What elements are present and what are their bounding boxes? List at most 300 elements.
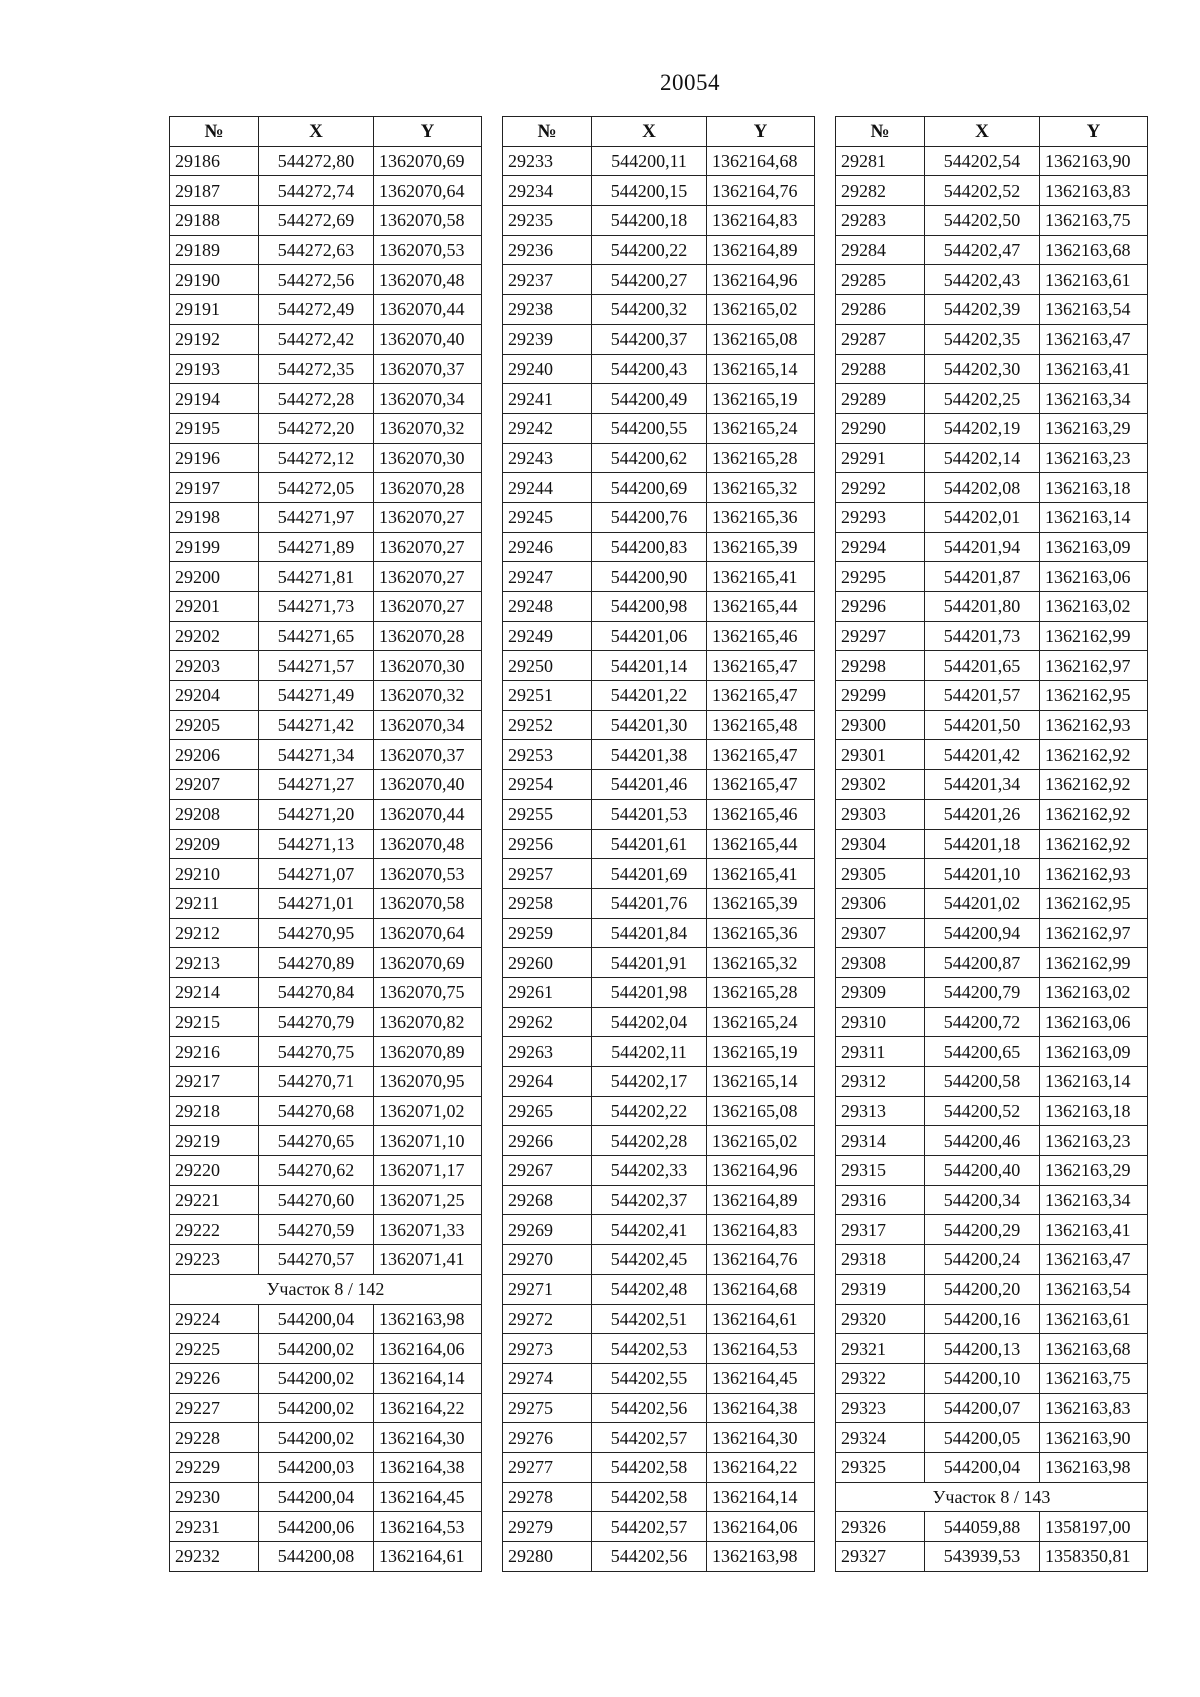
table-row <box>503 473 815 503</box>
y-coordinate-cell: 1362070,32 <box>374 413 482 443</box>
y-coordinate-cell: 1362163,98 <box>707 1542 815 1572</box>
point-number-cell: 29260 <box>503 948 592 978</box>
y-coordinate-cell: 1362070,28 <box>374 473 482 503</box>
coordinate-table-2 <box>502 116 815 1572</box>
y-coordinate-cell: 1362163,23 <box>1040 1126 1148 1156</box>
point-number-cell: 29213 <box>170 948 259 978</box>
table-row <box>503 770 815 800</box>
point-number-cell: 29316 <box>836 1185 925 1215</box>
point-number-cell: 29203 <box>170 651 259 681</box>
y-coordinate-cell: 1362162,92 <box>1040 770 1148 800</box>
y-coordinate-cell: 1362163,34 <box>1040 1185 1148 1215</box>
x-coordinate-cell: 544270,57 <box>259 1245 374 1275</box>
y-coordinate-cell: 1362165,36 <box>707 502 815 532</box>
x-coordinate-cell: 544200,98 <box>592 592 707 622</box>
table-row <box>503 888 815 918</box>
table-row <box>170 1037 482 1067</box>
point-number-cell: 29318 <box>836 1245 925 1275</box>
x-coordinate-cell: 544270,75 <box>259 1037 374 1067</box>
table-row <box>170 829 482 859</box>
x-coordinate-cell: 544202,58 <box>592 1452 707 1482</box>
table-row <box>836 1215 1148 1245</box>
point-number-cell: 29270 <box>503 1245 592 1275</box>
point-number-cell: 29280 <box>503 1542 592 1572</box>
y-coordinate-cell: 1362163,61 <box>1040 1304 1148 1334</box>
x-coordinate-cell: 544270,71 <box>259 1067 374 1097</box>
table-row <box>170 1423 482 1453</box>
point-number-cell: 29234 <box>503 176 592 206</box>
point-number-cell: 29304 <box>836 829 925 859</box>
table-row <box>836 651 1148 681</box>
point-number-cell: 29272 <box>503 1304 592 1334</box>
table-row <box>503 265 815 295</box>
x-coordinate-cell: 544200,27 <box>592 265 707 295</box>
point-number-cell: 29218 <box>170 1096 259 1126</box>
point-number-cell: 29229 <box>170 1452 259 1482</box>
x-coordinate-cell: 544202,30 <box>925 354 1040 384</box>
y-coordinate-cell: 1358350,81 <box>1040 1542 1148 1572</box>
x-coordinate-cell: 544202,41 <box>592 1215 707 1245</box>
y-coordinate-cell: 1362071,17 <box>374 1156 482 1186</box>
x-coordinate-cell: 544271,07 <box>259 859 374 889</box>
x-coordinate-cell: 544270,95 <box>259 918 374 948</box>
y-coordinate-cell: 1362070,30 <box>374 651 482 681</box>
table-row <box>503 1482 815 1512</box>
y-coordinate-cell: 1362163,02 <box>1040 977 1148 1007</box>
table-row <box>503 918 815 948</box>
y-coordinate-cell: 1362163,29 <box>1040 413 1148 443</box>
x-coordinate-cell: 543939,53 <box>925 1542 1040 1572</box>
table-row <box>170 977 482 1007</box>
point-number-cell: 29303 <box>836 799 925 829</box>
point-number-cell: 29193 <box>170 354 259 384</box>
y-coordinate-cell: 1362165,02 <box>707 1126 815 1156</box>
point-number-cell: 29246 <box>503 532 592 562</box>
table-row <box>503 799 815 829</box>
x-coordinate-cell: 544201,65 <box>925 651 1040 681</box>
table-row <box>503 681 815 711</box>
x-coordinate-cell: 544201,57 <box>925 681 1040 711</box>
table-row <box>503 1007 815 1037</box>
y-coordinate-cell: 1362162,97 <box>1040 651 1148 681</box>
point-number-cell: 29194 <box>170 384 259 414</box>
point-number-cell: 29277 <box>503 1452 592 1482</box>
x-coordinate-cell: 544271,42 <box>259 710 374 740</box>
x-coordinate-cell: 544200,43 <box>592 354 707 384</box>
x-coordinate-cell: 544200,04 <box>259 1304 374 1334</box>
point-number-cell: 29275 <box>503 1393 592 1423</box>
y-coordinate-cell: 1362165,28 <box>707 977 815 1007</box>
y-coordinate-cell: 1362162,92 <box>1040 740 1148 770</box>
point-number-cell: 29241 <box>503 384 592 414</box>
point-number-cell: 29220 <box>170 1156 259 1186</box>
point-number-cell: 29284 <box>836 235 925 265</box>
table-header-row <box>503 117 815 147</box>
y-coordinate-cell: 1362070,53 <box>374 859 482 889</box>
x-coordinate-cell: 544201,22 <box>592 681 707 711</box>
point-number-cell: 29232 <box>170 1542 259 1572</box>
y-coordinate-cell: 1362164,89 <box>707 1185 815 1215</box>
table-row <box>170 562 482 592</box>
x-coordinate-cell: 544200,08 <box>259 1542 374 1572</box>
y-coordinate-cell: 1362163,47 <box>1040 324 1148 354</box>
x-coordinate-cell: 544202,08 <box>925 473 1040 503</box>
point-number-cell: 29325 <box>836 1452 925 1482</box>
table-row <box>170 1542 482 1572</box>
y-coordinate-cell: 1362165,28 <box>707 443 815 473</box>
y-coordinate-cell: 1362163,02 <box>1040 592 1148 622</box>
page-number: 20054 <box>660 70 720 95</box>
y-coordinate-cell: 1362070,40 <box>374 324 482 354</box>
table-row <box>836 1334 1148 1364</box>
y-coordinate-cell: 1362164,22 <box>374 1393 482 1423</box>
y-coordinate-cell: 1362070,95 <box>374 1067 482 1097</box>
point-number-cell: 29291 <box>836 443 925 473</box>
table-row <box>503 532 815 562</box>
table-row <box>503 1334 815 1364</box>
point-number-cell: 29216 <box>170 1037 259 1067</box>
table-row <box>170 740 482 770</box>
point-number-cell: 29248 <box>503 592 592 622</box>
point-number-cell: 29239 <box>503 324 592 354</box>
table-row <box>170 146 482 176</box>
table-row <box>836 1156 1148 1186</box>
y-coordinate-cell: 1362071,10 <box>374 1126 482 1156</box>
point-number-cell: 29190 <box>170 265 259 295</box>
point-number-cell: 29215 <box>170 1007 259 1037</box>
y-coordinate-cell: 1362164,06 <box>374 1334 482 1364</box>
x-coordinate-cell: 544201,30 <box>592 710 707 740</box>
x-coordinate-cell: 544201,18 <box>925 829 1040 859</box>
x-coordinate-cell: 544271,57 <box>259 651 374 681</box>
table-row <box>836 799 1148 829</box>
table-row <box>170 1363 482 1393</box>
x-coordinate-cell: 544200,52 <box>925 1096 1040 1126</box>
table-row <box>170 1393 482 1423</box>
y-coordinate-cell: 1362070,69 <box>374 948 482 978</box>
x-coordinate-cell: 544202,50 <box>925 206 1040 236</box>
table-row <box>503 1452 815 1482</box>
table-row <box>170 1215 482 1245</box>
x-coordinate-cell: 544200,87 <box>925 948 1040 978</box>
point-number-cell: 29302 <box>836 770 925 800</box>
section-row <box>836 1482 1148 1512</box>
y-coordinate-cell: 1362163,75 <box>1040 206 1148 236</box>
y-coordinate-cell: 1362165,24 <box>707 413 815 443</box>
table-row <box>503 443 815 473</box>
point-number-cell: 29309 <box>836 977 925 1007</box>
table-row <box>503 354 815 384</box>
table-row <box>836 176 1148 206</box>
x-coordinate-cell: 544201,94 <box>925 532 1040 562</box>
point-number-cell: 29207 <box>170 770 259 800</box>
y-coordinate-cell: 1362164,45 <box>374 1482 482 1512</box>
x-coordinate-cell: 544200,04 <box>925 1452 1040 1482</box>
y-coordinate-cell: 1362163,09 <box>1040 1037 1148 1067</box>
point-number-cell: 29274 <box>503 1363 592 1393</box>
table-row <box>503 651 815 681</box>
x-coordinate-cell: 544202,55 <box>592 1363 707 1393</box>
point-number-cell: 29319 <box>836 1274 925 1304</box>
y-coordinate-cell: 1362162,99 <box>1040 621 1148 651</box>
coordinate-table-3 <box>835 116 1148 1572</box>
x-coordinate-cell: 544200,24 <box>925 1245 1040 1275</box>
table-row <box>836 681 1148 711</box>
table-row <box>170 206 482 236</box>
x-coordinate-cell: 544201,02 <box>925 888 1040 918</box>
point-number-cell: 29198 <box>170 502 259 532</box>
header-x: X <box>592 117 707 147</box>
table-row <box>503 621 815 651</box>
point-number-cell: 29231 <box>170 1512 259 1542</box>
y-coordinate-cell: 1362163,98 <box>374 1304 482 1334</box>
x-coordinate-cell: 544201,84 <box>592 918 707 948</box>
coordinate-table-1 <box>169 116 482 1572</box>
x-coordinate-cell: 544202,14 <box>925 443 1040 473</box>
point-number-cell: 29312 <box>836 1067 925 1097</box>
y-coordinate-cell: 1362071,25 <box>374 1185 482 1215</box>
point-number-cell: 29306 <box>836 888 925 918</box>
y-coordinate-cell: 1362165,41 <box>707 859 815 889</box>
x-coordinate-cell: 544201,98 <box>592 977 707 1007</box>
table-row <box>503 562 815 592</box>
point-number-cell: 29313 <box>836 1096 925 1126</box>
y-coordinate-cell: 1362164,53 <box>374 1512 482 1542</box>
point-number-cell: 29254 <box>503 770 592 800</box>
point-number-cell: 29249 <box>503 621 592 651</box>
y-coordinate-cell: 1362070,30 <box>374 443 482 473</box>
point-number-cell: 29324 <box>836 1423 925 1453</box>
table-row <box>836 740 1148 770</box>
point-number-cell: 29227 <box>170 1393 259 1423</box>
table-row <box>836 859 1148 889</box>
point-number-cell: 29293 <box>836 502 925 532</box>
table-header-row <box>170 117 482 147</box>
point-number-cell: 29221 <box>170 1185 259 1215</box>
point-number-cell: 29202 <box>170 621 259 651</box>
x-coordinate-cell: 544201,38 <box>592 740 707 770</box>
point-number-cell: 29200 <box>170 562 259 592</box>
x-coordinate-cell: 544201,61 <box>592 829 707 859</box>
point-number-cell: 29301 <box>836 740 925 770</box>
y-coordinate-cell: 1362164,38 <box>374 1452 482 1482</box>
x-coordinate-cell: 544270,62 <box>259 1156 374 1186</box>
table-row <box>170 592 482 622</box>
y-coordinate-cell: 1362070,34 <box>374 384 482 414</box>
table-row <box>170 859 482 889</box>
y-coordinate-cell: 1358197,00 <box>1040 1512 1148 1542</box>
y-coordinate-cell: 1362163,75 <box>1040 1363 1148 1393</box>
y-coordinate-cell: 1362162,92 <box>1040 829 1148 859</box>
x-coordinate-cell: 544200,02 <box>259 1363 374 1393</box>
header-number: № <box>503 117 592 147</box>
x-coordinate-cell: 544200,65 <box>925 1037 1040 1067</box>
table-row <box>836 948 1148 978</box>
point-number-cell: 29196 <box>170 443 259 473</box>
x-coordinate-cell: 544200,15 <box>592 176 707 206</box>
table-row <box>836 1512 1148 1542</box>
x-coordinate-cell: 544271,49 <box>259 681 374 711</box>
x-coordinate-cell: 544200,32 <box>592 295 707 325</box>
point-number-cell: 29230 <box>170 1482 259 1512</box>
table-row <box>170 1452 482 1482</box>
x-coordinate-cell: 544201,34 <box>925 770 1040 800</box>
point-number-cell: 29244 <box>503 473 592 503</box>
x-coordinate-cell: 544271,73 <box>259 592 374 622</box>
y-coordinate-cell: 1362163,29 <box>1040 1156 1148 1186</box>
point-number-cell: 29223 <box>170 1245 259 1275</box>
point-number-cell: 29206 <box>170 740 259 770</box>
x-coordinate-cell: 544200,11 <box>592 146 707 176</box>
x-coordinate-cell: 544200,29 <box>925 1215 1040 1245</box>
table-row <box>503 295 815 325</box>
x-coordinate-cell: 544201,69 <box>592 859 707 889</box>
section-row <box>170 1274 482 1304</box>
point-number-cell: 29283 <box>836 206 925 236</box>
table-row <box>503 1393 815 1423</box>
y-coordinate-cell: 1362164,14 <box>374 1363 482 1393</box>
y-coordinate-cell: 1362164,76 <box>707 176 815 206</box>
point-number-cell: 29209 <box>170 829 259 859</box>
table-row <box>170 384 482 414</box>
table-row <box>170 1007 482 1037</box>
y-coordinate-cell: 1362165,08 <box>707 1096 815 1126</box>
y-coordinate-cell: 1362165,08 <box>707 324 815 354</box>
x-coordinate-cell: 544272,80 <box>259 146 374 176</box>
point-number-cell: 29263 <box>503 1037 592 1067</box>
x-coordinate-cell: 544202,17 <box>592 1067 707 1097</box>
point-number-cell: 29245 <box>503 502 592 532</box>
table-row <box>836 918 1148 948</box>
y-coordinate-cell: 1362070,27 <box>374 532 482 562</box>
table-row <box>170 1067 482 1097</box>
y-coordinate-cell: 1362070,58 <box>374 206 482 236</box>
x-coordinate-cell: 544202,25 <box>925 384 1040 414</box>
table-row <box>836 1274 1148 1304</box>
table-row <box>836 532 1148 562</box>
y-coordinate-cell: 1362165,48 <box>707 710 815 740</box>
x-coordinate-cell: 544200,34 <box>925 1185 1040 1215</box>
x-coordinate-cell: 544202,48 <box>592 1274 707 1304</box>
table-row <box>503 324 815 354</box>
x-coordinate-cell: 544272,74 <box>259 176 374 206</box>
point-number-cell: 29187 <box>170 176 259 206</box>
y-coordinate-cell: 1362163,47 <box>1040 1245 1148 1275</box>
y-coordinate-cell: 1362163,98 <box>1040 1452 1148 1482</box>
table-row <box>503 1245 815 1275</box>
x-coordinate-cell: 544201,26 <box>925 799 1040 829</box>
x-coordinate-cell: 544202,39 <box>925 295 1040 325</box>
x-coordinate-cell: 544202,28 <box>592 1126 707 1156</box>
y-coordinate-cell: 1362070,44 <box>374 295 482 325</box>
table-row <box>170 354 482 384</box>
y-coordinate-cell: 1362164,83 <box>707 1215 815 1245</box>
header-x: X <box>259 117 374 147</box>
table-row <box>836 592 1148 622</box>
x-coordinate-cell: 544202,35 <box>925 324 1040 354</box>
table-row <box>836 1007 1148 1037</box>
y-coordinate-cell: 1362162,93 <box>1040 710 1148 740</box>
table-row <box>170 918 482 948</box>
x-coordinate-cell: 544272,63 <box>259 235 374 265</box>
point-number-cell: 29192 <box>170 324 259 354</box>
y-coordinate-cell: 1362164,61 <box>374 1542 482 1572</box>
point-number-cell: 29259 <box>503 918 592 948</box>
y-coordinate-cell: 1362164,53 <box>707 1334 815 1364</box>
table-row <box>836 473 1148 503</box>
y-coordinate-cell: 1362070,75 <box>374 977 482 1007</box>
y-coordinate-cell: 1362163,41 <box>1040 354 1148 384</box>
x-coordinate-cell: 544200,13 <box>925 1334 1040 1364</box>
point-number-cell: 29250 <box>503 651 592 681</box>
point-number-cell: 29195 <box>170 413 259 443</box>
x-coordinate-cell: 544272,42 <box>259 324 374 354</box>
point-number-cell: 29201 <box>170 592 259 622</box>
table-row <box>170 888 482 918</box>
point-number-cell: 29225 <box>170 1334 259 1364</box>
point-number-cell: 29204 <box>170 681 259 711</box>
x-coordinate-cell: 544200,07 <box>925 1393 1040 1423</box>
y-coordinate-cell: 1362162,97 <box>1040 918 1148 948</box>
point-number-cell: 29243 <box>503 443 592 473</box>
point-number-cell: 29226 <box>170 1363 259 1393</box>
point-number-cell: 29317 <box>836 1215 925 1245</box>
section-label: Участок 8 / 143 <box>836 1482 1148 1512</box>
x-coordinate-cell: 544272,20 <box>259 413 374 443</box>
point-number-cell: 29210 <box>170 859 259 889</box>
x-coordinate-cell: 544200,04 <box>259 1482 374 1512</box>
table-row <box>836 710 1148 740</box>
y-coordinate-cell: 1362163,34 <box>1040 384 1148 414</box>
point-number-cell: 29242 <box>503 413 592 443</box>
table-row <box>170 710 482 740</box>
point-number-cell: 29233 <box>503 146 592 176</box>
table-row <box>503 1067 815 1097</box>
x-coordinate-cell: 544272,28 <box>259 384 374 414</box>
point-number-cell: 29297 <box>836 621 925 651</box>
point-number-cell: 29327 <box>836 1542 925 1572</box>
table-row <box>170 502 482 532</box>
y-coordinate-cell: 1362070,58 <box>374 888 482 918</box>
point-number-cell: 29286 <box>836 295 925 325</box>
y-coordinate-cell: 1362163,41 <box>1040 1215 1148 1245</box>
x-coordinate-cell: 544270,84 <box>259 977 374 1007</box>
table-row <box>170 235 482 265</box>
x-coordinate-cell: 544200,58 <box>925 1067 1040 1097</box>
point-number-cell: 29271 <box>503 1274 592 1304</box>
x-coordinate-cell: 544201,06 <box>592 621 707 651</box>
point-number-cell: 29237 <box>503 265 592 295</box>
table-row <box>503 1274 815 1304</box>
y-coordinate-cell: 1362162,95 <box>1040 888 1148 918</box>
point-number-cell: 29217 <box>170 1067 259 1097</box>
point-number-cell: 29247 <box>503 562 592 592</box>
y-coordinate-cell: 1362070,32 <box>374 681 482 711</box>
point-number-cell: 29310 <box>836 1007 925 1037</box>
table-row <box>836 235 1148 265</box>
y-coordinate-cell: 1362165,14 <box>707 354 815 384</box>
y-coordinate-cell: 1362165,47 <box>707 651 815 681</box>
table-row <box>170 176 482 206</box>
x-coordinate-cell: 544202,51 <box>592 1304 707 1334</box>
table-row <box>503 1363 815 1393</box>
table-row <box>836 1363 1148 1393</box>
x-coordinate-cell: 544201,87 <box>925 562 1040 592</box>
point-number-cell: 29276 <box>503 1423 592 1453</box>
point-number-cell: 29257 <box>503 859 592 889</box>
x-coordinate-cell: 544200,94 <box>925 918 1040 948</box>
point-number-cell: 29256 <box>503 829 592 859</box>
